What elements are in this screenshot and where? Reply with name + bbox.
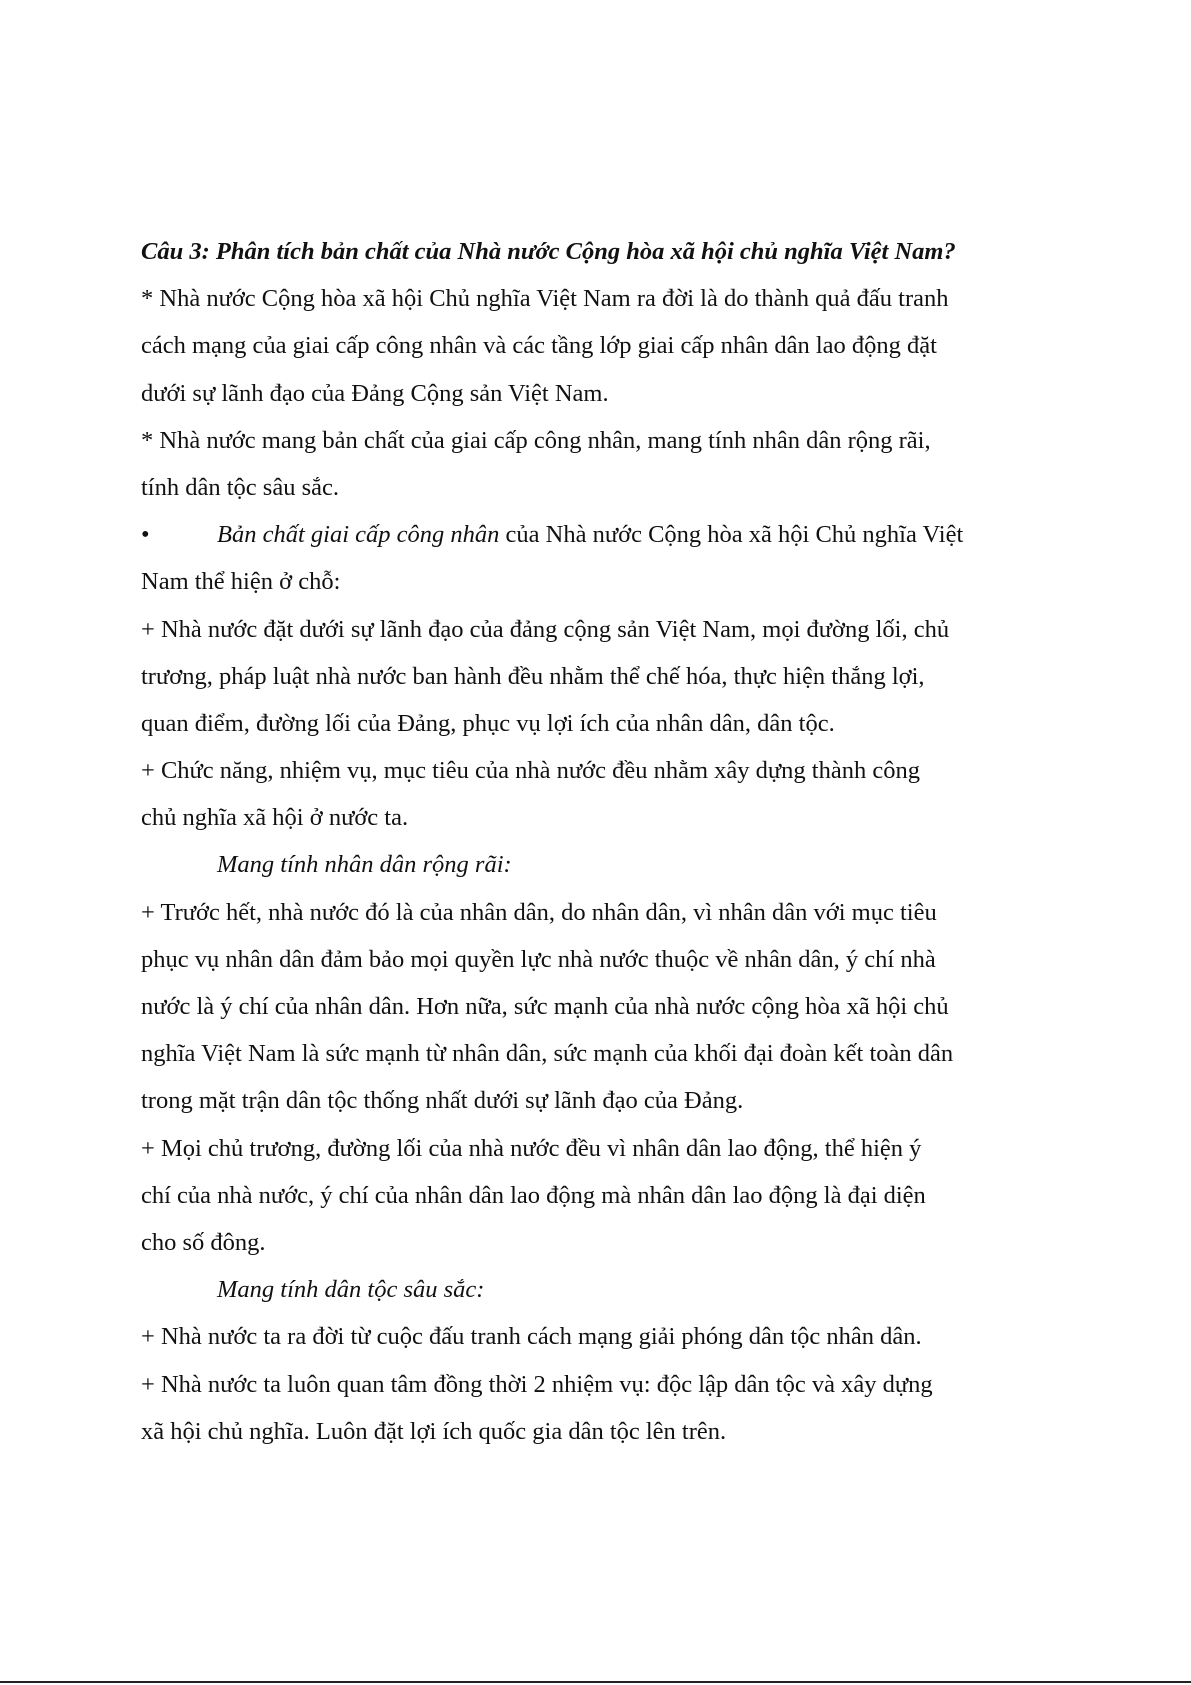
origin-line-1: * Nhà nước Cộng hòa xã hội Chủ nghĩa Việt Nam ra đời là do thành quả đấu tranh: [141, 285, 949, 313]
document-body: [141, 228, 1061, 1455]
national-point-line: + Nhà nước ta ra đời từ cuộc đấu tranh cách mạng giải phóng dân tộc nhân dân.: [141, 1323, 922, 1351]
footer-divider: [0, 1681, 1191, 1683]
working-class-continuation: Nam thể hiện ở chỗ:: [141, 568, 341, 596]
working-class-point-line: quan điểm, đường lối của Đảng, phục vụ lợi ích của nhân dân, dân tộc.: [141, 709, 835, 737]
people-point-line: phục vụ nhân dân đảm bảo mọi quyền lực nhà nước thuộc về nhân dân, ý chí nhà: [141, 945, 936, 973]
national-point-line: + Nhà nước ta luôn quan tâm đồng thời 2 nhiệm vụ: độc lập dân tộc và xây dựng: [141, 1370, 933, 1398]
working-class-bullet-item: [141, 511, 1061, 558]
nature-line-1: * Nhà nước mang bản chất của giai cấp công nhân, mang tính nhân dân rộng rãi,: [141, 426, 931, 454]
origin-line-2: cách mạng của giai cấp công nhân và các tầng lớp giai cấp nhân dân lao động đặt: [141, 332, 937, 360]
origin-line-3: dưới sự lãnh đạo của Đảng Cộng sản Việt Nam.: [141, 379, 609, 407]
people-point-line: nghĩa Việt Nam là sức mạnh từ nhân dân, sức mạnh của khối đại đoàn kết toàn dân: [141, 1040, 954, 1068]
working-class-point-line: chủ nghĩa xã hội ở nước ta.: [141, 804, 409, 832]
question-heading: Câu 3: Phân tích bản chất của Nhà nước Cộng hòa xã hội chủ nghĩa Việt Nam?: [141, 238, 956, 265]
working-class-point-line: trương, pháp luật nhà nước ban hành đều nhằm thể chế hóa, thực hiện thắng lợi,: [141, 662, 925, 690]
working-class-lead-rest: của Nhà nước Cộng hòa xã hội Chủ nghĩa Việt: [499, 521, 964, 549]
people-subheading: Mang tính nhân dân rộng rãi:: [217, 851, 512, 879]
national-subheading: Mang tính dân tộc sâu sắc:: [217, 1276, 485, 1304]
working-class-point-line: + Chức năng, nhiệm vụ, mục tiêu của nhà nước đều nhằm xây dựng thành công: [141, 757, 920, 785]
nature-line-2: tính dân tộc sâu sắc.: [141, 473, 339, 501]
national-point-line: xã hội chủ nghĩa. Luôn đặt lợi ích quốc gia dân tộc lên trên.: [141, 1417, 727, 1445]
people-point-line: + Trước hết, nhà nước đó là của nhân dân, do nhân dân, vì nhân dân với mục tiêu: [141, 898, 937, 926]
working-class-italic-lead: Bản chất giai cấp công nhân: [217, 521, 500, 549]
people-point-line: chí của nhà nước, ý chí của nhân dân lao động mà nhân dân lao động là đại diện: [141, 1181, 926, 1209]
bullet-icon: •: [141, 521, 150, 549]
working-class-point-line: + Nhà nước đặt dưới sự lãnh đạo của đảng cộng sản Việt Nam, mọi đường lối, chủ: [141, 615, 950, 643]
people-point-line: trong mặt trận dân tộc thống nhất dưới sự lãnh đạo của Đảng.: [141, 1087, 744, 1115]
people-point-line: + Mọi chủ trương, đường lối của nhà nước đều vì nhân dân lao động, thể hiện ý: [141, 1134, 922, 1162]
people-point-line: cho số đông.: [141, 1228, 266, 1256]
people-point-line: nước là ý chí của nhân dân. Hơn nữa, sức mạnh của nhà nước cộng hòa xã hội chủ: [141, 993, 949, 1020]
